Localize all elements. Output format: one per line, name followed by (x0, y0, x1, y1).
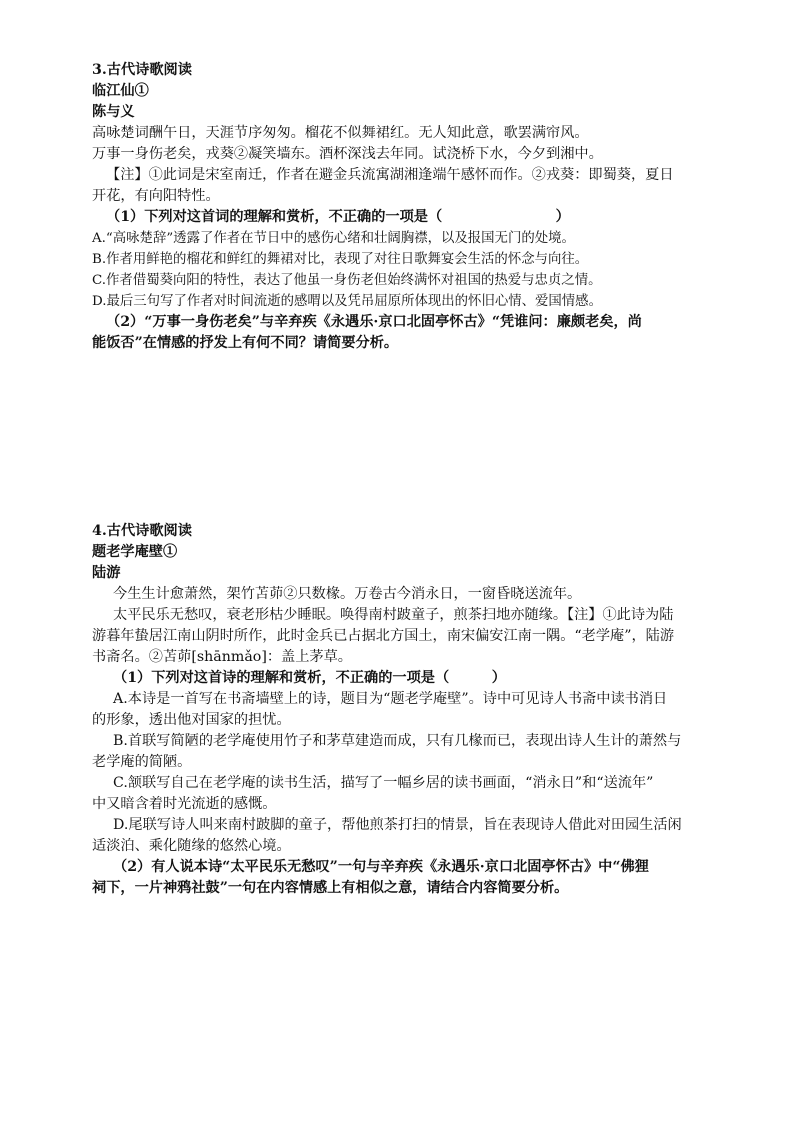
q3-poem-line-1: 高咏楚词酬午日，天涯节序匆匆。榴花不似舞裙红。无人知此意，歌罢满帘风。 (92, 125, 589, 141)
q4-note-line-2: 书斋名。②苫茆[shānmǎo]：盖上茅草。 (92, 649, 352, 665)
q4-option-c-line-1: C.颔联写自己在老学庵的读书生活，描写了一幅乡居的读书画面，“消永日”和“送流年” (113, 775, 654, 791)
q3-sub-question-2-line-1: （2）“万事一身伤老矣”与辛弃疾《永遇乐·京口北固亭怀古》“凭谁问：廉颇老矣，尚 (106, 314, 642, 330)
q4-option-a-line-1: A.本诗是一首写在书斋墙壁上的诗，题目为“题老学庵壁”。诗中可见诗人书斋中读书消日 (113, 691, 668, 707)
q3-author: 陈与义 (92, 104, 135, 120)
q4-poem-title: 题老学庵壁① (92, 544, 178, 560)
q4-note-line-1: 游暮年蛰居江南山阴时所作，此时金兵已占据北方国土，南宋偏安江南一隅。“老学庵”，陆游 (92, 628, 675, 644)
q3-note-line-2: 开花，有向阳特性。 (92, 188, 220, 204)
q4-sub-question-2-line-1: （2）有人说本诗“太平民乐无愁叹”一句与辛弃疾《永遇乐·京口北固亭怀古》中“佛狸 (113, 859, 649, 875)
q4-option-d-line-2: 适淡泊、乘化随缘的悠然心境。 (92, 838, 291, 854)
q3-sub-question-1: （1）下列对这首词的理解和赏析，不正确的一项是（ ） (106, 209, 570, 225)
q3-heading: 3.古代诗歌阅读 (92, 62, 192, 78)
q4-option-d-line-1: D.尾联写诗人叫来南村跛脚的童子，帮他煎茶打扫的情景，旨在表现诗人借此对田园生活闲 (113, 817, 682, 833)
q3-option-c: C.作者借蜀葵向阳的特性，表达了他虽一身伤老但始终满怀对祖国的热爱与忠贞之情。 (92, 273, 602, 288)
q4-poem-line-1: 今生生计愈萧然，架竹苫茆②只数椽。万卷古今消永日，一窗昏晓送流年。 (113, 586, 582, 602)
q4-option-a-line-2: 的形象，透出他对国家的担忧。 (92, 712, 291, 728)
q3-poem-line-2: 万事一身伤老矣，戎葵②凝笑墙东。酒杯深浅去年同。试浇桥下水，今夕到湘中。 (92, 146, 603, 162)
q4-option-c-line-2: 中又暗含着时光流逝的感慨。 (92, 796, 277, 812)
q3-option-b: B.作者用鲜艳的榴花和鲜红的舞裙对比，表现了对往日歌舞宴会生活的怀念与向往。 (92, 252, 589, 267)
question-3 (92, 60, 714, 354)
q4-option-b-line-1: B.首联写简陋的老学庵使用竹子和茅草建造而成，只有几椽而已，表现出诗人生计的萧然与 (113, 733, 682, 749)
q3-sub-question-2-line-2: 能饭否”在情感的抒发上有何不同？请简要分析。 (92, 335, 399, 351)
q4-heading: 4.古代诗歌阅读 (92, 523, 192, 539)
q3-poem-title: 临江仙① (92, 83, 149, 99)
q3-option-a: A.“高咏楚辞”透露了作者在节日中的感伤心绪和壮阔胸襟，以及报国无门的处境。 (92, 231, 575, 246)
q4-option-b-line-2: 老学庵的简陋。 (92, 754, 192, 770)
q4-poem-line-2: 太平民乐无愁叹，衰老形枯少睡眠。唤得南村跛童子，煎茶扫地亦随缘。【注】①此诗为陆 (113, 607, 674, 623)
q4-author: 陆游 (92, 565, 121, 581)
q3-note-line-1: 【注】①此词是宋室南迁，作者在避金兵流寓湖湘逢端午感怀而作。②戎葵：即蜀葵，夏日 (106, 167, 674, 183)
question-4 (92, 521, 714, 899)
q4-sub-question-1: （1）下列对这首诗的理解和赏析，不正确的一项是（ ） (113, 670, 506, 686)
q4-sub-question-2-line-2: 祠下，一片神鸦社鼓”一句在内容情感上有相似之意，请结合内容简要分析。 (92, 880, 569, 896)
q3-option-d: D.最后三句写了作者对时间流逝的感喟以及凭吊屈原所体现出的怀旧心情、爱国情感。 (92, 294, 602, 309)
